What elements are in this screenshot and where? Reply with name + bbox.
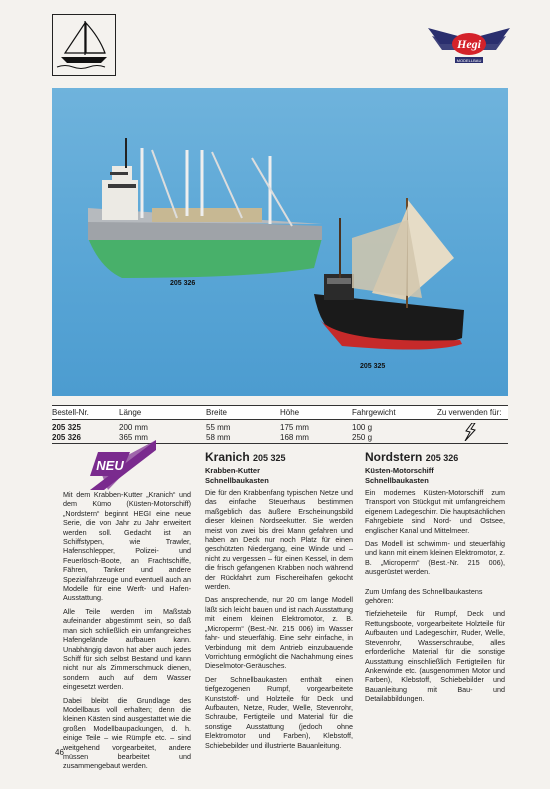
nordstern-subtitle-2: Schnellbaukasten: [365, 476, 429, 485]
intro-paragraph-2: Alle Teile werden im Maßstab aufeinander abgestimmt sein, so daß man sich schließlich ein umfangreiches Hafengelände aufbauen kann. Unabhängig davon hat aber auch jedes Schiff für sich selbst Bestand und kann nicht nur als Zimmerschmuck dienen, sondern auch auf dem Wasser eingesetzt werden.: [63, 606, 191, 692]
header-breite: Breite: [206, 408, 227, 417]
kranich-subtitle-2: Schnellbaukasten: [205, 476, 269, 485]
row1-hoehe: 175 mm: [280, 423, 309, 432]
kranich-subtitle-1: Krabben-Kutter: [205, 466, 261, 475]
intro-column: [63, 490, 191, 775]
nordstern-number: 205 326: [425, 453, 459, 463]
header-bestell-nr: Bestell-Nr.: [52, 408, 89, 417]
brand-logo-subtext: MODELLBAU: [456, 58, 482, 63]
nordstern-paragraph-1: Ein modernes Küsten-Motorschiff zum Transport von Stückgut mit umfangreichem eigenem Ladegeschirr. Die hauptsächlichen Fahrgebiete sind Nord- und Ostsee, englischer Kanal und Mittelmeer.: [365, 488, 505, 535]
nordstern-column: [365, 488, 505, 708]
photo-label-205326: 205 326: [170, 280, 196, 287]
sailboat-logo-icon: [52, 14, 116, 76]
hegi-brand-logo: [428, 22, 510, 72]
nordstern-paragraph-4: Tiefzieheteile für Rumpf, Deck und Rettungsboote, vorgearbeitete Holzteile für Aufbauten und Ladegeschirr, Ruder, Welle, Stevenrohr, Wasserschraube, alles erforderliche Material für die sonstige Ausstattung einschließlich Fertigteilen für Ankerwinde etc. (ausgenommen Motor und Farben), Klebstoff, Schiebebilder und Bauanleitung mit Bau- und Detailabbildungen.: [365, 609, 505, 704]
header-fahrgewicht: Fahrgewicht: [352, 408, 396, 417]
intro-paragraph-3: Dabei bleibt die Grundlage des Modellbaus voll erhalten; denn die kleinen Kästen sind ausgestattet wie die großen Modellbaupackungen, d. h. einige Teile – wie Rümpfe etc. – sind weitgehend vorgearbeitet, andere müssen bearbeitet und zusammengebaut werden.: [63, 695, 191, 771]
nordstern-paragraph-2: Das Modell ist schwimm- und steuerfähig und kann mit einem kleinen Elektromotor, z. B. „Microperm“ (Best.-Nr. 215 006), ausgerüstet werden.: [365, 539, 505, 577]
header-laenge: Länge: [119, 408, 142, 417]
page-number: 46: [55, 748, 64, 757]
intro-paragraph-1: Mit dem Krabben-Kutter „Kranich“ und dem Kümo (Küsten-Motorschiff) „Nordstern“ beginnt HEGI eine neue Serie, die von Jahr zu Jahr erweitert werden soll. Gedacht ist an Schiffstypen, wie Trawler, Hafenschlepper, Polizei- und Feuerlösch-Boote, an Frachtschiffe, Fähren, Tanker und andere Spezialfahrzeuge und eventuell auch an Modelle für eine Werft- und Hafen-Ausstattung.: [63, 490, 191, 603]
kranich-column: [205, 488, 353, 754]
row2-breite: 58 mm: [206, 432, 231, 442]
header-hoehe: Höhe: [280, 408, 300, 417]
spec-table: [52, 405, 508, 442]
row2-bestell-nr: 205 326: [52, 432, 81, 442]
spec-table-header: [52, 405, 508, 420]
table-row: [52, 423, 508, 433]
neu-badge-text: NEU: [96, 458, 124, 473]
row1-bestell-nr: 205 325: [52, 423, 81, 432]
nordstern-title: [365, 450, 458, 464]
kranich-paragraph-2: Das ansprechende, nur 20 cm lange Modell läßt sich leicht bauen und ist nach Ausstattung mit einem kleinen Elektromotor, z. B. „Microperm“ (Best.-Nr. 215 006) im Wasser fahr- und steuerfähig. Eine sehr einfache, in Verbindung mit dem Antrieb einzubauende Vorrichtung ermöglicht die Nachahmung eines Dieselmotor-Geräusches.: [205, 595, 353, 671]
cargo-ship-image: [88, 138, 322, 278]
row1-laenge: 200 mm: [119, 423, 148, 432]
header-zu-verwenden: Zu verwenden für:: [437, 408, 502, 417]
product-photo: [52, 88, 508, 396]
kranich-name: Kranich: [205, 450, 250, 464]
brand-logo-text: Hegi: [457, 37, 481, 51]
kranich-paragraph-3: Der Schnellbaukasten enthält einen tiefgezogenen Rumpf, vorgearbeitete Kunststoff- und Holzteile für Deck und Aufbauten, Netze, Ruder, Welle, Stevenrohr, Schraube, Fertigteile und Material für die sonstige Ausstattung (jedoch ohne Elektromotor und Farben), Klebstoff, Schiebebilder und illustrierte Bauanleitung.: [205, 674, 353, 750]
row1-breite: 55 mm: [206, 423, 231, 432]
kranich-number: 205 325: [253, 453, 286, 463]
kranich-paragraph-1: Die für den Krabbenfang typischen Netze und das einfache Steuerhaus bestimmen maßgeblich das äußere Erscheinungsbild dieser kleinen Nordseekutter. Sie werden meist von zwei bis drei Mann gefahren und haben an Deck nur noch Platz für einen geschützten Niedergang, eine Winde und – nicht zu vergessen – für einen Kessel, in dem die frisch gefangenen Krabben noch während der Rückfahrt zum Fischereihafen gekocht werden.: [205, 488, 353, 592]
lightning-icon: [437, 423, 508, 433]
kranich-title: [205, 450, 286, 464]
nordstern-paragraph-3: Zum Umfang des Schnellbaukastens gehören:: [365, 586, 483, 606]
row2-laenge: 365 mm: [119, 432, 148, 442]
nordstern-subtitle-1: Küsten-Motorschiff: [365, 466, 434, 475]
cutter-ship-image: [314, 198, 464, 350]
row1-fahrgewicht: 100 g: [352, 423, 373, 432]
nordstern-name: Nordstern: [365, 450, 423, 464]
neu-badge: [90, 440, 156, 490]
row2-hoehe: 168 mm: [280, 432, 309, 442]
photo-label-205325: 205 325: [360, 363, 386, 370]
row2-fahrgewicht: 250 g: [352, 432, 373, 442]
